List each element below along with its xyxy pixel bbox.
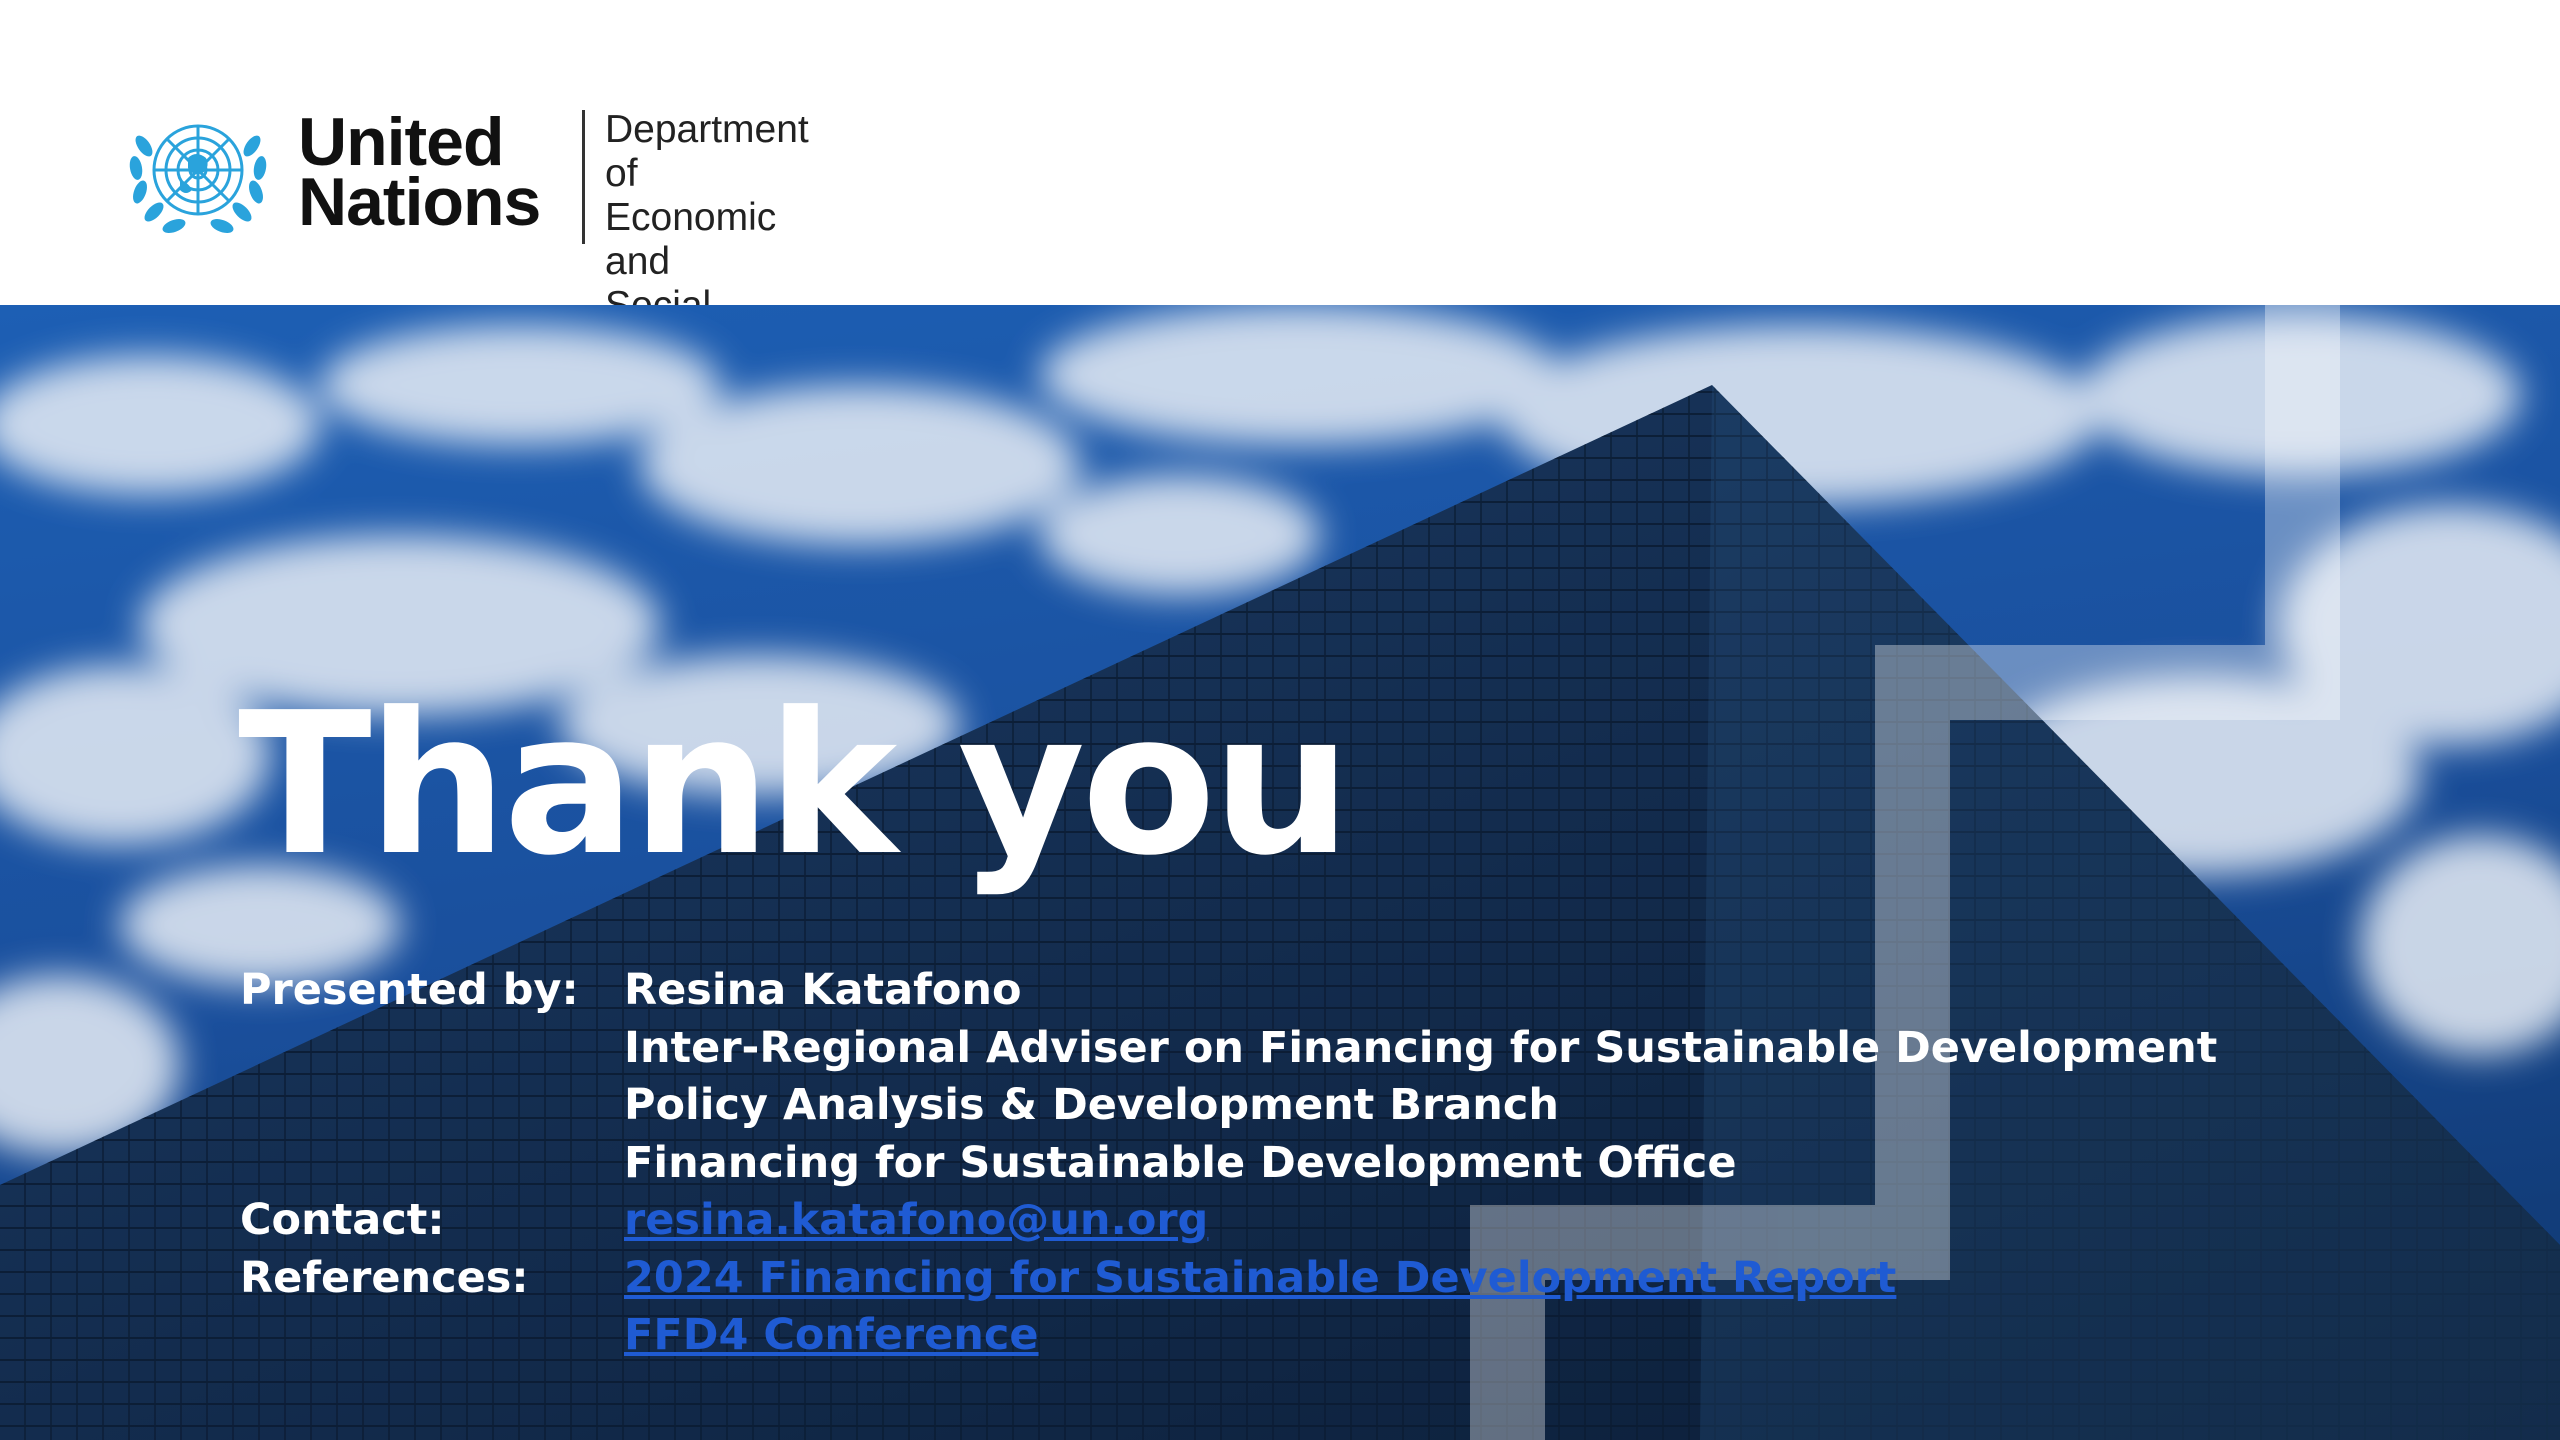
un-emblem-icon <box>118 106 278 242</box>
branch-row <box>240 1077 2217 1135</box>
department-line-1: Department of <box>605 108 809 195</box>
org-name-line-1: United <box>298 104 504 180</box>
presenter-title-row <box>240 1020 2217 1078</box>
presenter-title: Inter-Regional Adviser on Financing for Sustainable Development <box>624 1022 2218 1073</box>
presenter-branch: Policy Analysis & Development Branch <box>624 1080 1559 1130</box>
presenter-office: Financing for Sustainable Development Office <box>624 1137 1737 1188</box>
presenter-name: Resina Katafono <box>624 965 1022 1015</box>
logo-divider <box>582 110 585 244</box>
contact-email-link[interactable]: resina.katafono@un.org <box>624 1195 1209 1245</box>
presented-by-row <box>240 962 2217 1020</box>
reference-link-ffd4[interactable]: FFD4 Conference <box>624 1310 1039 1360</box>
contact-row <box>240 1192 2217 1250</box>
presenter-details <box>240 962 2217 1365</box>
reference-link-fsdr-2024[interactable]: 2024 Financing for Sustainable Development Report <box>624 1252 1897 1303</box>
org-name <box>298 104 541 240</box>
presented-by-label: Presented by: <box>240 965 579 1015</box>
office-row <box>240 1135 2217 1193</box>
department-line-2: Economic and <box>605 196 777 283</box>
hero-background-image <box>0 305 2560 1440</box>
references-row <box>240 1250 2217 1308</box>
slide-header <box>0 0 2560 305</box>
slide-title: Thank you <box>238 671 1348 899</box>
org-name-line-2: Nations <box>298 164 541 240</box>
references-label: References: <box>240 1252 529 1303</box>
references-row-2 <box>240 1307 2217 1365</box>
contact-label: Contact: <box>240 1195 445 1245</box>
